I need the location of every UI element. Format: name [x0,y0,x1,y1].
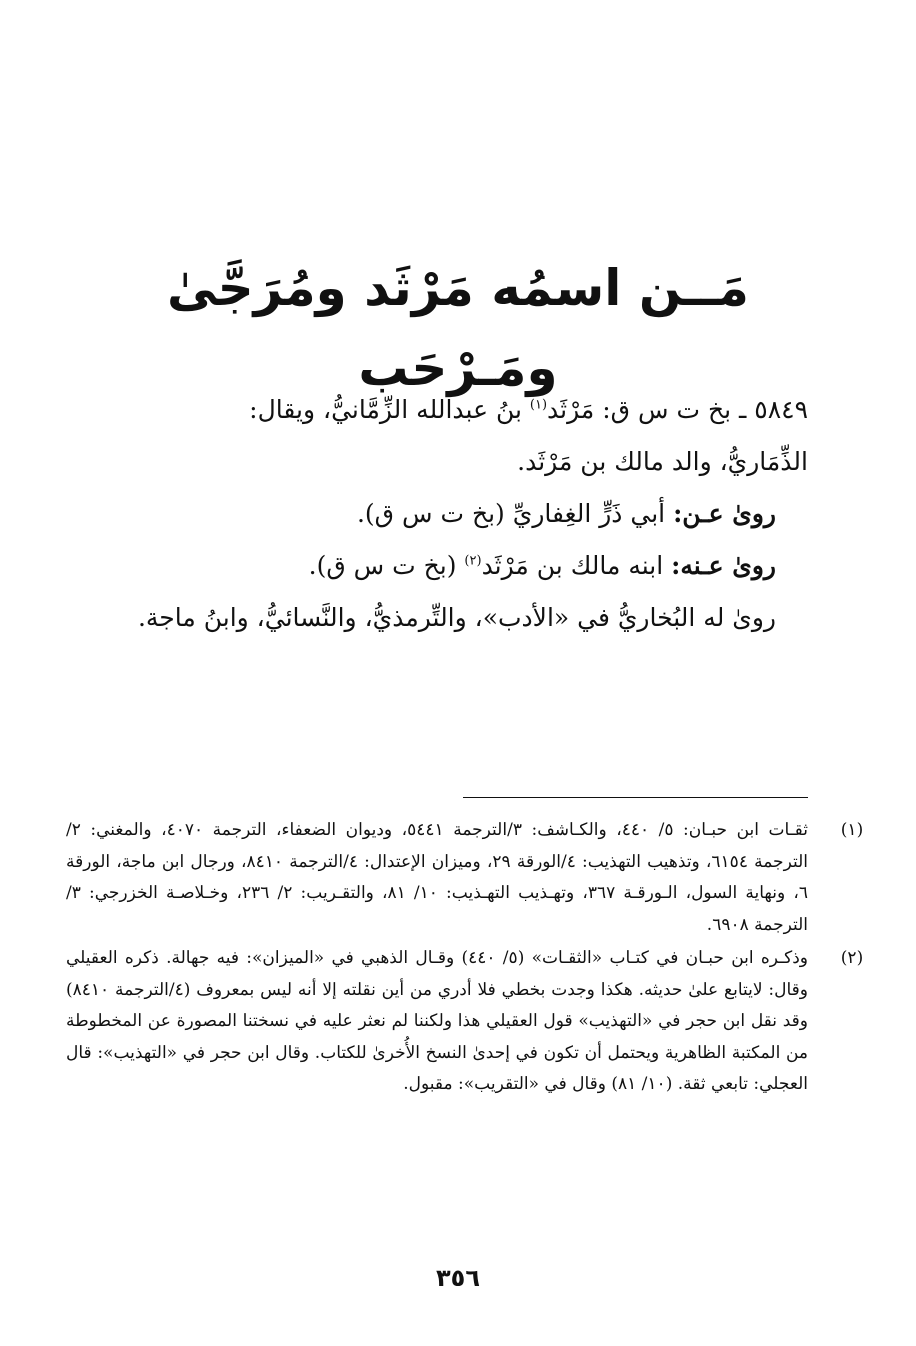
footnote-text: ثقـات ابن حبـان: ٥/ ٤٤٠، والكـاشف: ٣/الترجمة ٥٤٤١، وديوان الضعفاء، الترجمة ٤٠٧٠، والمغني: ٢/الترجمة ٦١٥٤، وتذهيب التهذيب: ٤/الورقة ٢٩، وميزان الإعتدال: ٤/الترجمة ٨٤١٠، ورجال ابن ماجة، الورقة ٦، ونهاية السول، الـورقـة ٣٦٧، وتهـذيب التهـذيب: ١٠/ ٨١، والتقـريب: ٢/ ٢٣٦، وخـلاصـة الخزرجي: ٣/الترجمة ٦٩٠٨. [66,820,808,935]
entry-header [68,384,808,436]
narrated-by [68,540,808,592]
narrated-by-tail: (بخ ت س ق). [308,551,465,580]
section-title: مَــن اسمُه مَرْثَد ومُرَجَّىٰ ومَـرْحَب [167,259,749,397]
footnote-2 [66,943,864,1101]
narrated-from-text: أبي ذَرٍّ الغِفاريِّ (بخ ت س ق). [356,499,674,528]
entry-header-rest: بنُ عبدالله الزِّمَّانيُّ، ويقال: [249,395,530,424]
footnote-divider [463,797,808,798]
entry-line-2: الذِّمَاريُّ، والد مالك بن مَرْثَد. [517,447,808,476]
entry-number-and-name: ٥٨٤٩ ـ بخ ت س ق: مَرْثَد [547,395,808,424]
footnote-text: وذكـره ابن حبـان في كتـاب «الثقـات» (٥/ ٤٤٠) وقـال الذهبي في «الميزان»: فيه جهالة. ذكره العقيلي وقال: لايتابع علىٰ حديثه. هكذا وجدت بخطي فلا أدري من أين نقلته إلا أنه ليس بمعروف (٤/الترجمة ٨٤١٠) وقد نقل ابن حجر في «التهذيب» قول العقيلي هذا ولكننا لم نعثر عليه في نسختنا المصورة عن المخطوطة من المكتبة الظاهرية ويحتمل أن تكون في إحدىٰ النسخ الأُخرىٰ للكتاب. وقال ابن حجر في «التهذيب»: قال العجلي: تابعي ثقة. (١٠/ ٨١) وقال في «التقريب»: مقبول. [66,948,809,1094]
narrated-for: روىٰ له البُخاريُّ في «الأدب»، والتِّرمذيُّ، والنَّسائيُّ، وابنُ ماجة. [137,603,776,632]
footnote-number: (١) [840,820,864,840]
page-number: ٣٥٦ [436,1264,480,1292]
footnote-ref-1: (١) [529,397,548,413]
footnotes [66,815,864,1103]
footnote-1 [66,815,864,941]
narrated-by-text: ابنه مالك بن مَرْثَد [481,551,672,580]
footnote-number: (٢) [840,948,864,968]
footnote-ref-2: (٢) [464,553,482,569]
narrated-from [68,488,808,540]
biography-entry [68,384,808,644]
narrated-from-label: روىٰ عـن: [673,499,776,528]
narrated-by-label: روىٰ عـنه: [671,551,776,580]
